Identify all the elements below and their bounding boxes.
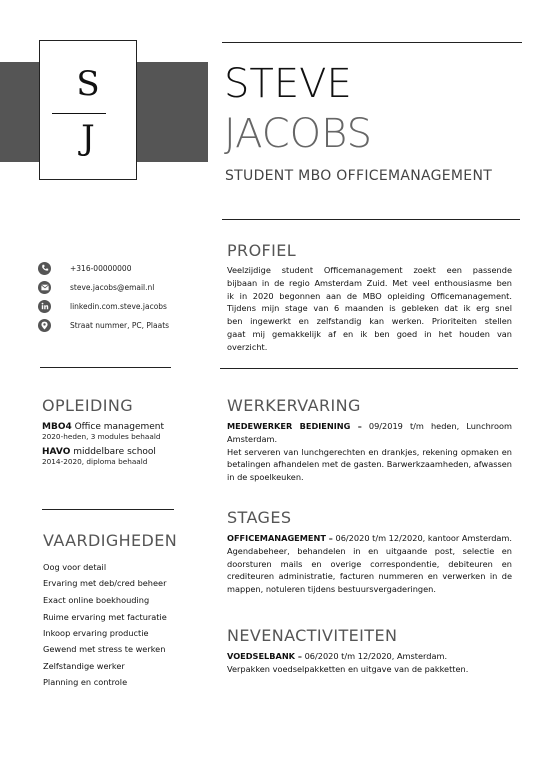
contact-email[interactable] [38, 280, 155, 294]
werkervaring-title: MEDEWERKER BEDIENING – [227, 421, 362, 431]
stages-line: crediteuren administratie, facturen nummeren en verwerken in de [227, 571, 512, 582]
opleiding-level: HAVO [42, 447, 71, 457]
opleiding-item [42, 447, 212, 466]
profiel-text [227, 264, 512, 354]
monogram [39, 40, 137, 180]
contact-address[interactable] [38, 318, 170, 332]
stages-line: mappen, notuleren tijdens bestuursvergaderingen. [227, 584, 436, 595]
contact-phone-text: +316-00000000 [70, 263, 132, 273]
opleiding-period: 2014-2020, diploma behaald [42, 457, 148, 466]
opleiding-period: 2020-heden, 3 modules behaald [42, 432, 161, 441]
profiel-line: Tijdens mijn stage van 6 maanden is gebleken dat ik erg snel [227, 303, 512, 314]
role-title: STUDENT MBO OFFICEMANAGEMENT [225, 168, 493, 184]
last-name: JACOBS [224, 111, 373, 157]
stages-line: Agendabeheer, behandelen in en uitgaande post, selectie en [227, 545, 512, 556]
skill-item: Inkoop ervaring productie [43, 628, 149, 638]
opleiding-title: middelbare school [70, 447, 156, 457]
divider-header-bottom [222, 219, 520, 220]
email-icon [38, 281, 51, 294]
neven-details: 06/2020 t/m 12/2020, Amsterdam. [301, 651, 448, 661]
werkervaring-line: in de spoelkeuken. [227, 472, 304, 483]
contact-linkedin[interactable] [38, 299, 167, 313]
neven-line: Verpakken voedselpakketten en uitgave van de pakketten. [227, 663, 469, 674]
linkedin-icon [38, 300, 51, 313]
skill-item: Ervaring met deb/cred beheer [43, 578, 167, 588]
monogram-last: J [81, 118, 95, 158]
contact-email-text: steve.jacobs@email.nl [70, 282, 155, 292]
skill-item: Gewend met stress te werken [43, 644, 166, 654]
werkervaring-details: 09/2019 t/m heden, Lunchroom [361, 421, 512, 431]
werkervaring-heading: WERKERVARING [227, 396, 361, 415]
profiel-line: overzicht. [227, 341, 268, 352]
werkervaring-line: Amsterdam. [227, 433, 278, 444]
skill-item: Planning en controle [43, 677, 128, 687]
profiel-heading: PROFIEL [227, 241, 297, 260]
werkervaring-line: Het serveren van lunchgerechten en drankjes, rekening opmaken en [227, 446, 512, 457]
profiel-line: gaat mij gemakkelijk af en ik ben goed in het houden van [227, 328, 512, 339]
stages-text [227, 532, 512, 596]
contact-phone[interactable] [38, 261, 132, 275]
profiel-line: ik in 2020 begonnen aan de MBO opleiding Officemanagement. [227, 290, 512, 301]
divider-top [222, 42, 522, 43]
phone-icon [38, 262, 51, 275]
neven-title: VOEDSELBANK – [227, 651, 302, 661]
opleiding-item [42, 422, 212, 441]
stages-line: doorsturen mails en overige correspondentie, debiteuren en [227, 558, 512, 569]
skill-item: Zelfstandige werker [43, 661, 125, 671]
monogram-divider [52, 113, 106, 114]
contact-linkedin-text: linkedin.com.steve.jacobs [70, 301, 167, 311]
divider-left-1 [40, 367, 171, 368]
stages-title: OFFICEMANAGEMENT – [227, 533, 333, 543]
skill-item: Oog voor detail [43, 562, 107, 572]
neven-heading: NEVENACTIVITEITEN [227, 626, 398, 645]
location-icon [38, 319, 51, 332]
divider-right-1 [220, 368, 518, 369]
opleiding-title: Office management [71, 422, 165, 432]
vaardigheden-heading: VAARDIGHEDEN [43, 531, 178, 550]
opleiding-level: MBO4 [42, 422, 72, 432]
monogram-first: S [76, 64, 100, 104]
skill-item: Ruime ervaring met facturatie [43, 612, 167, 622]
profiel-line: ben ingewerkt en zelfstandig kan werken. Prioriteiten stellen [227, 316, 512, 327]
neven-text [227, 650, 512, 676]
stages-details: 06/2020 t/m 12/2020, kantoor Amsterdam. [332, 533, 512, 543]
divider-left-2 [42, 509, 174, 510]
werkervaring-text [227, 420, 512, 484]
first-name: STEVE [224, 61, 352, 107]
stages-heading: STAGES [227, 508, 292, 527]
profiel-line: Veelzijdige student Officemanagement zoekt een passende [227, 265, 512, 275]
contact-address-text: Straat nummer, PC, Plaats [70, 320, 170, 330]
skill-item: Exact online boekhouding [43, 595, 150, 605]
opleiding-heading: OPLEIDING [42, 396, 133, 415]
werkervaring-line: betalingen afhandelen met de gasten. Barwerkzaamheden, afwassen [227, 459, 512, 470]
profiel-line: bijbaan in de regio Amsterdam Zuid. Met veel enthousiasme ben [227, 277, 512, 288]
